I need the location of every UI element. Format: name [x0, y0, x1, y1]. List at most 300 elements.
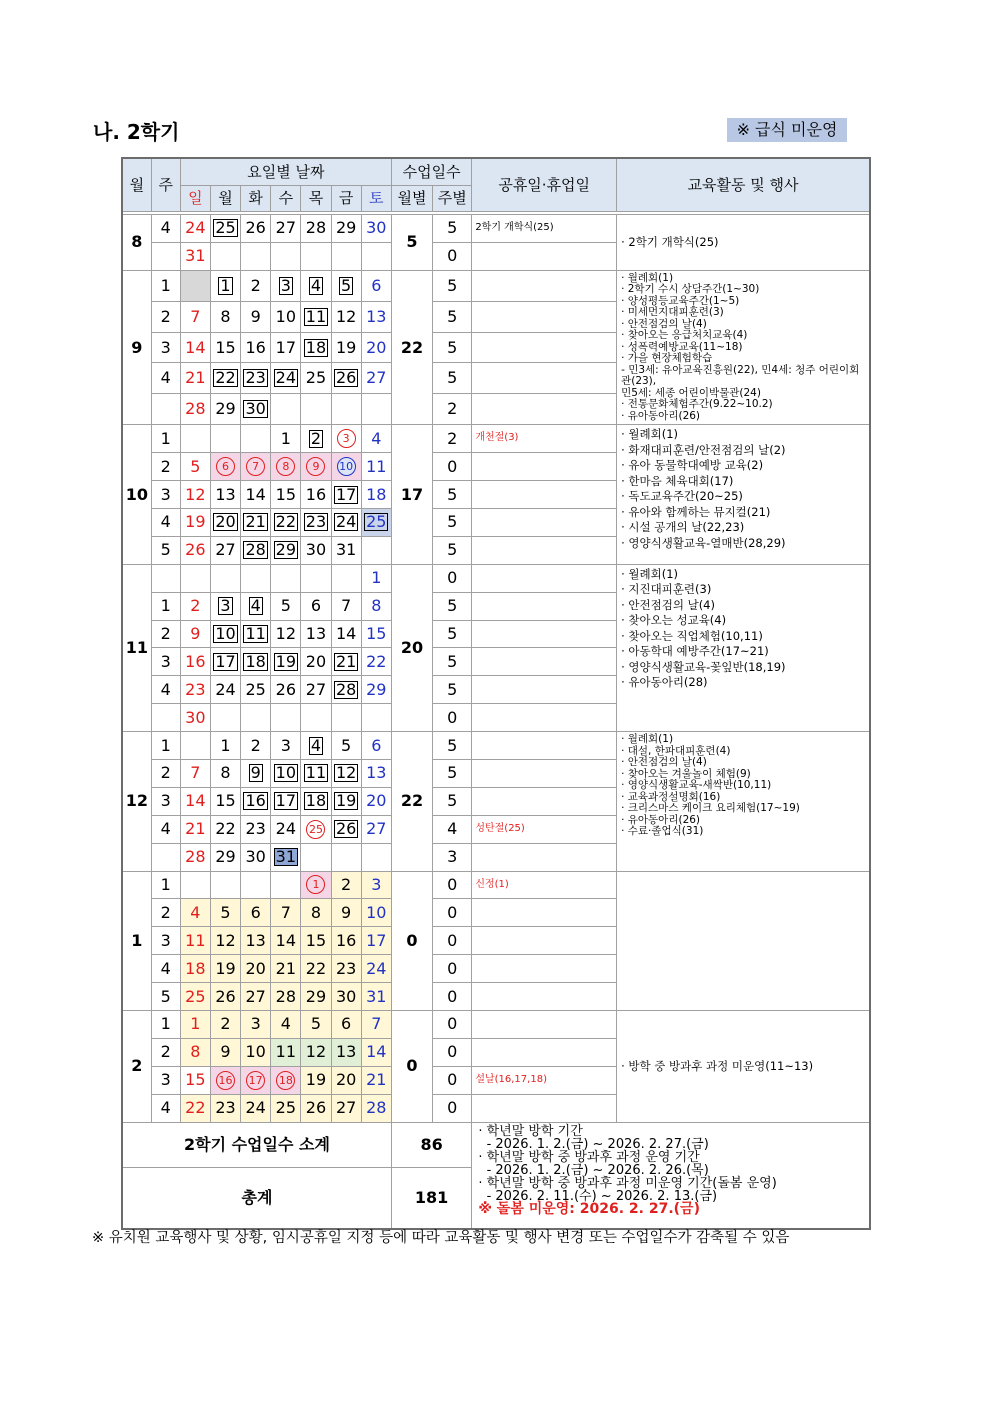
week-number — [151, 843, 180, 871]
total-value: 181 — [391, 1167, 471, 1229]
date-number: 1 — [220, 735, 231, 755]
date-cell — [331, 425, 361, 453]
week-number: 4 — [151, 363, 180, 394]
date-number: 21 — [245, 512, 266, 532]
date-number: 26 — [245, 218, 266, 238]
header-day: 금 — [331, 186, 361, 212]
date-cell — [241, 242, 271, 270]
date-number: 18 — [185, 958, 206, 978]
date-number: 14 — [366, 1042, 387, 1062]
date-number: 10 — [275, 306, 296, 326]
date-cell — [331, 215, 361, 243]
activity-item: · 영양식생활교육-열매반(28,29) — [621, 535, 786, 550]
date-number: 30 — [245, 847, 266, 867]
date-cell — [301, 242, 331, 270]
date-cell — [210, 508, 240, 536]
weekly-school-days: 5 — [433, 332, 472, 363]
date-number: 3 — [220, 596, 231, 616]
date-number: 15 — [366, 623, 387, 643]
header-day: 수 — [271, 186, 301, 212]
holiday-note — [472, 676, 617, 704]
date-cell — [241, 843, 271, 871]
date-cell — [331, 787, 361, 815]
activity-item: · 가을 현장체험학습 — [621, 352, 713, 365]
date-number: 8 — [220, 306, 231, 326]
date-cell — [210, 363, 240, 394]
week-number: 3 — [151, 481, 180, 509]
date-number: 24 — [245, 1098, 266, 1118]
date-number: 2 — [220, 1014, 231, 1034]
week-number: 1 — [151, 1010, 180, 1038]
date-cell — [210, 620, 240, 648]
header-day: 목 — [301, 186, 331, 212]
date-number: 29 — [366, 679, 387, 699]
activities-list — [617, 732, 870, 871]
date-cell — [180, 1094, 210, 1122]
date-number: 19 — [335, 337, 357, 357]
date-number: 15 — [275, 484, 296, 504]
date-number: 3 — [280, 735, 291, 755]
date-cell — [301, 899, 331, 927]
week-number: 1 — [151, 871, 180, 899]
date-number: 12 — [335, 763, 357, 783]
date-cell — [180, 425, 210, 453]
calendar-row — [122, 1010, 870, 1038]
date-cell — [210, 1066, 240, 1094]
date-number: 26 — [335, 368, 357, 388]
activity-item: · 유아동아리(28) — [621, 675, 708, 690]
holiday-note — [472, 899, 617, 927]
activity-item: - 민3세: 유아교육진흥원(22), 민4세: 청주 어린이회관(23), — [621, 363, 860, 388]
date-number: 30 — [245, 399, 266, 419]
date-number: 31 — [185, 246, 206, 266]
date-cell — [331, 648, 361, 676]
date-number: 12 — [305, 1042, 327, 1062]
activity-item: · 독도교육주간(20~25) — [621, 489, 743, 504]
date-number: 6 — [310, 596, 322, 616]
date-number: 31 — [275, 847, 296, 867]
date-cell — [301, 787, 331, 815]
date-cell — [301, 215, 331, 243]
date-cell — [331, 508, 361, 536]
date-number: 11 — [305, 306, 327, 326]
calendar-row — [122, 215, 870, 243]
date-cell — [210, 564, 240, 592]
date-cell — [271, 1066, 301, 1094]
date-cell — [180, 592, 210, 620]
date-cell — [301, 704, 331, 732]
date-number: 19 — [335, 791, 357, 811]
date-number: 28 — [185, 847, 206, 867]
date-number: 22 — [215, 819, 236, 839]
activity-item: · 지진대피훈련(3) — [621, 582, 712, 597]
weekly-school-days: 0 — [433, 955, 472, 983]
week-number: 2 — [151, 759, 180, 787]
date-cell — [361, 759, 391, 787]
activity-item: · 월례회(1) — [621, 427, 679, 442]
monthly-school-days: 22 — [391, 732, 432, 871]
holiday-note — [472, 332, 617, 363]
date-number: 19 — [215, 958, 236, 978]
date-number: 8 — [220, 763, 231, 783]
holiday-note — [472, 787, 617, 815]
weekly-school-days: 5 — [433, 536, 472, 564]
holiday-note — [472, 620, 617, 648]
date-cell — [301, 536, 331, 564]
date-number: 6 — [250, 902, 261, 922]
activity-item: · 월례회(1) — [621, 566, 679, 581]
date-cell — [331, 871, 361, 899]
date-number: 4 — [190, 902, 201, 922]
date-number: 19 — [275, 651, 296, 671]
date-number: 27 — [335, 1098, 357, 1118]
date-number: 15 — [215, 337, 236, 357]
week-number — [151, 394, 180, 425]
weekly-school-days: 5 — [433, 787, 472, 815]
date-cell — [210, 843, 240, 871]
activity-item: · 월례회(1) — [621, 271, 674, 284]
date-cell — [271, 1094, 301, 1122]
vacation-note: · 학년말 방학 중 방과후 과정 미운영 기간(돌봄 운영) — [478, 1175, 777, 1191]
date-cell — [241, 787, 271, 815]
activity-item: · 유아 동물학대예방 교육(2) — [621, 458, 764, 473]
date-number: 17 — [275, 791, 296, 811]
date-number: 3 — [371, 874, 382, 894]
weekly-school-days: 5 — [433, 481, 472, 509]
date-cell — [301, 564, 331, 592]
date-number: 8 — [190, 1042, 201, 1062]
date-number: 9 — [190, 623, 201, 643]
date-cell — [180, 453, 210, 481]
date-cell — [301, 648, 331, 676]
date-number: 8 — [276, 457, 295, 476]
date-cell — [361, 620, 391, 648]
date-number: 17 — [335, 484, 357, 504]
date-number: 3 — [250, 1014, 261, 1034]
date-cell — [180, 871, 210, 899]
header-day: 월 — [210, 186, 240, 212]
holiday-note — [472, 363, 617, 394]
date-cell — [361, 394, 391, 425]
date-number: 27 — [215, 540, 236, 560]
month-label: 2 — [122, 1010, 151, 1122]
date-cell — [271, 815, 301, 843]
activity-item: · 찾아오는 응급처치교육(4) — [621, 329, 748, 342]
vacation-note: · 학년말 방학 중 방과후 과정 운영 기간 — [478, 1149, 700, 1165]
date-number: 6 — [341, 1014, 352, 1034]
date-number: 19 — [305, 1070, 327, 1090]
date-cell — [210, 955, 240, 983]
date-cell — [301, 676, 331, 704]
holiday-note — [472, 1010, 617, 1038]
week-number: 5 — [151, 536, 180, 564]
date-number: 6 — [371, 735, 382, 755]
date-number: 10 — [366, 902, 387, 922]
date-cell — [301, 871, 331, 899]
holiday-note — [472, 732, 617, 760]
header-day: 토 — [361, 186, 391, 212]
date-cell — [241, 732, 271, 760]
date-number: 30 — [185, 707, 206, 727]
date-cell — [210, 815, 240, 843]
date-cell — [301, 620, 331, 648]
activity-item: · 유아와 함께하는 뮤지컬(21) — [621, 504, 771, 519]
date-number: 22 — [215, 368, 236, 388]
date-cell — [331, 242, 361, 270]
date-cell — [271, 508, 301, 536]
care-closure-notice: ※ 돌봄 미운영: 2026. 2. 27.(금) — [478, 1200, 700, 1217]
date-number: 11 — [366, 456, 387, 476]
date-cell — [241, 1038, 271, 1066]
weekly-school-days: 5 — [433, 592, 472, 620]
date-cell — [301, 592, 331, 620]
date-cell — [210, 481, 240, 509]
month-label: 9 — [122, 270, 151, 425]
date-number: 16 — [335, 930, 357, 950]
weekly-school-days: 0 — [433, 453, 472, 481]
date-number: 7 — [190, 763, 201, 783]
activity-item: · 영양식생활교육-새싹반(10,11) — [621, 779, 772, 792]
date-cell — [301, 394, 331, 425]
week-number — [151, 242, 180, 270]
date-cell — [271, 536, 301, 564]
date-cell — [271, 242, 301, 270]
date-cell — [331, 301, 361, 332]
date-number: 26 — [335, 819, 357, 839]
holiday-note — [472, 301, 617, 332]
date-cell — [301, 425, 331, 453]
date-cell — [210, 983, 240, 1011]
date-cell — [180, 215, 210, 243]
date-cell — [331, 536, 361, 564]
date-number: 2 — [250, 735, 261, 755]
date-cell — [271, 648, 301, 676]
date-cell — [331, 363, 361, 394]
date-cell — [331, 1010, 361, 1038]
date-cell — [271, 332, 301, 363]
date-cell — [331, 927, 361, 955]
weekly-school-days: 0 — [433, 242, 472, 270]
activity-item: · 2학기 개학식(25) — [621, 234, 719, 249]
date-cell — [331, 270, 361, 301]
date-cell — [361, 481, 391, 509]
week-number: 2 — [151, 453, 180, 481]
date-cell — [361, 955, 391, 983]
date-cell — [301, 815, 331, 843]
date-number: 10 — [337, 457, 356, 476]
date-cell — [271, 425, 301, 453]
date-number: 16 — [305, 484, 327, 504]
holiday-note: 성탄절(25) — [472, 815, 617, 843]
date-cell — [271, 481, 301, 509]
date-cell — [210, 242, 240, 270]
date-cell — [241, 453, 271, 481]
date-cell — [331, 481, 361, 509]
date-cell — [301, 301, 331, 332]
date-cell — [361, 564, 391, 592]
date-cell — [180, 676, 210, 704]
holiday-note — [472, 759, 617, 787]
date-cell — [180, 648, 210, 676]
date-number: 1 — [371, 568, 382, 588]
weekly-school-days: 5 — [433, 676, 472, 704]
date-number: 7 — [371, 1014, 382, 1034]
date-cell — [210, 759, 240, 787]
header-school-days: 수업일수 — [391, 158, 471, 186]
date-number: 24 — [335, 512, 357, 532]
date-cell — [241, 983, 271, 1011]
date-cell — [210, 676, 240, 704]
date-number: 24 — [275, 368, 296, 388]
date-number: 24 — [275, 819, 296, 839]
date-cell — [210, 453, 240, 481]
date-cell — [271, 215, 301, 243]
activity-item: · 미세먼지대피훈련(3) — [621, 306, 724, 319]
week-number: 1 — [151, 425, 180, 453]
date-cell — [301, 1038, 331, 1066]
date-number: 4 — [371, 428, 382, 448]
date-cell — [301, 732, 331, 760]
date-cell — [180, 1066, 210, 1094]
page-title: 나. 2학기 — [93, 120, 180, 144]
monthly-school-days: 0 — [391, 871, 432, 1010]
date-cell — [361, 425, 391, 453]
date-number: 3 — [337, 429, 356, 448]
date-cell — [361, 983, 391, 1011]
activity-item: · 안전점검의 날(4) — [621, 317, 707, 330]
date-number: 21 — [275, 958, 296, 978]
week-number: 2 — [151, 620, 180, 648]
date-number: 28 — [335, 679, 357, 699]
date-number: 27 — [305, 679, 327, 699]
holiday-note: 신정(1) — [472, 871, 617, 899]
header-month: 월 — [122, 158, 151, 212]
vacation-note: - 2026. 1. 2.(금) ~ 2026. 2. 27.(금) — [478, 1136, 709, 1152]
date-cell — [361, 1094, 391, 1122]
activity-item: · 찾아오는 겨울놀이 체험(9) — [621, 767, 751, 780]
activity-item: 민5세: 세종 어린이박물관(24) — [621, 386, 761, 399]
date-number: 27 — [366, 368, 387, 388]
date-cell — [301, 759, 331, 787]
week-number: 3 — [151, 787, 180, 815]
weekly-school-days: 5 — [433, 648, 472, 676]
date-number: 15 — [215, 791, 236, 811]
holiday-note — [472, 648, 617, 676]
date-cell — [210, 899, 240, 927]
date-number: 15 — [305, 930, 327, 950]
date-cell — [271, 1010, 301, 1038]
date-number: 11 — [185, 930, 206, 950]
date-cell — [210, 1010, 240, 1038]
date-number: 10 — [275, 763, 296, 783]
date-number: 20 — [366, 337, 387, 357]
date-cell — [331, 453, 361, 481]
date-number: 5 — [280, 596, 291, 616]
date-number: 18 — [245, 651, 266, 671]
date-cell — [180, 787, 210, 815]
header-day: 일 — [180, 186, 210, 212]
date-number: 21 — [366, 1070, 387, 1090]
date-cell — [301, 453, 331, 481]
activity-item: · 수료·졸업식(31) — [621, 825, 704, 838]
activities-list — [617, 215, 870, 271]
date-cell — [301, 481, 331, 509]
date-cell — [331, 1094, 361, 1122]
date-cell — [180, 363, 210, 394]
date-number: 17 — [215, 651, 236, 671]
date-cell — [210, 927, 240, 955]
date-cell — [241, 270, 271, 301]
date-cell — [271, 983, 301, 1011]
date-number: 9 — [306, 457, 325, 476]
date-number: 25 — [306, 820, 325, 839]
monthly-school-days: 5 — [391, 215, 432, 271]
date-cell — [210, 732, 240, 760]
weekly-school-days: 5 — [433, 363, 472, 394]
activity-item: · 한마음 체육대회(17) — [621, 473, 734, 488]
date-cell — [331, 815, 361, 843]
date-cell — [271, 1038, 301, 1066]
date-cell — [361, 843, 391, 871]
date-cell — [271, 564, 301, 592]
date-cell — [241, 759, 271, 787]
date-cell — [301, 332, 331, 363]
holiday-note — [472, 481, 617, 509]
holiday-note — [472, 704, 617, 732]
date-cell — [241, 927, 271, 955]
date-cell — [180, 983, 210, 1011]
date-cell — [180, 899, 210, 927]
calendar-row — [122, 871, 870, 899]
date-cell — [361, 270, 391, 301]
date-cell — [271, 394, 301, 425]
activity-item: · 시설 공개의 날(22,23) — [621, 520, 745, 535]
date-cell — [271, 592, 301, 620]
date-cell — [241, 301, 271, 332]
date-number: 1 — [306, 875, 325, 894]
date-number: 20 — [335, 1070, 357, 1090]
date-cell — [331, 732, 361, 760]
subtotal-value: 86 — [391, 1122, 471, 1167]
date-number: 31 — [366, 986, 387, 1006]
date-number: 8 — [371, 596, 382, 616]
week-number: 1 — [151, 270, 180, 301]
header-day: 화 — [241, 186, 271, 212]
date-number: 14 — [245, 484, 266, 504]
date-cell — [331, 1066, 361, 1094]
date-number: 28 — [305, 218, 327, 238]
calendar-row — [122, 425, 870, 453]
date-number: 12 — [215, 930, 236, 950]
activity-item: · 유아동아리(26) — [621, 409, 701, 422]
date-number: 28 — [185, 399, 206, 419]
activity-item: · 전통문화체험주간(9.22~10.2) — [621, 398, 773, 411]
week-number: 2 — [151, 1038, 180, 1066]
date-cell — [331, 564, 361, 592]
date-cell — [301, 955, 331, 983]
weekly-school-days: 4 — [433, 815, 472, 843]
date-cell — [361, 592, 391, 620]
date-cell — [241, 394, 271, 425]
activity-item: · 영양식생활교육-꽃잎반(18,19) — [621, 659, 786, 674]
date-number: 5 — [220, 902, 231, 922]
activity-item: · 화재대피훈련/안전점검의 날(2) — [621, 442, 786, 457]
date-number: 17 — [275, 337, 296, 357]
header-holidays: 공휴일·휴업일 — [472, 158, 617, 212]
weekly-school-days: 5 — [433, 301, 472, 332]
date-cell — [210, 592, 240, 620]
date-number: 12 — [275, 623, 296, 643]
